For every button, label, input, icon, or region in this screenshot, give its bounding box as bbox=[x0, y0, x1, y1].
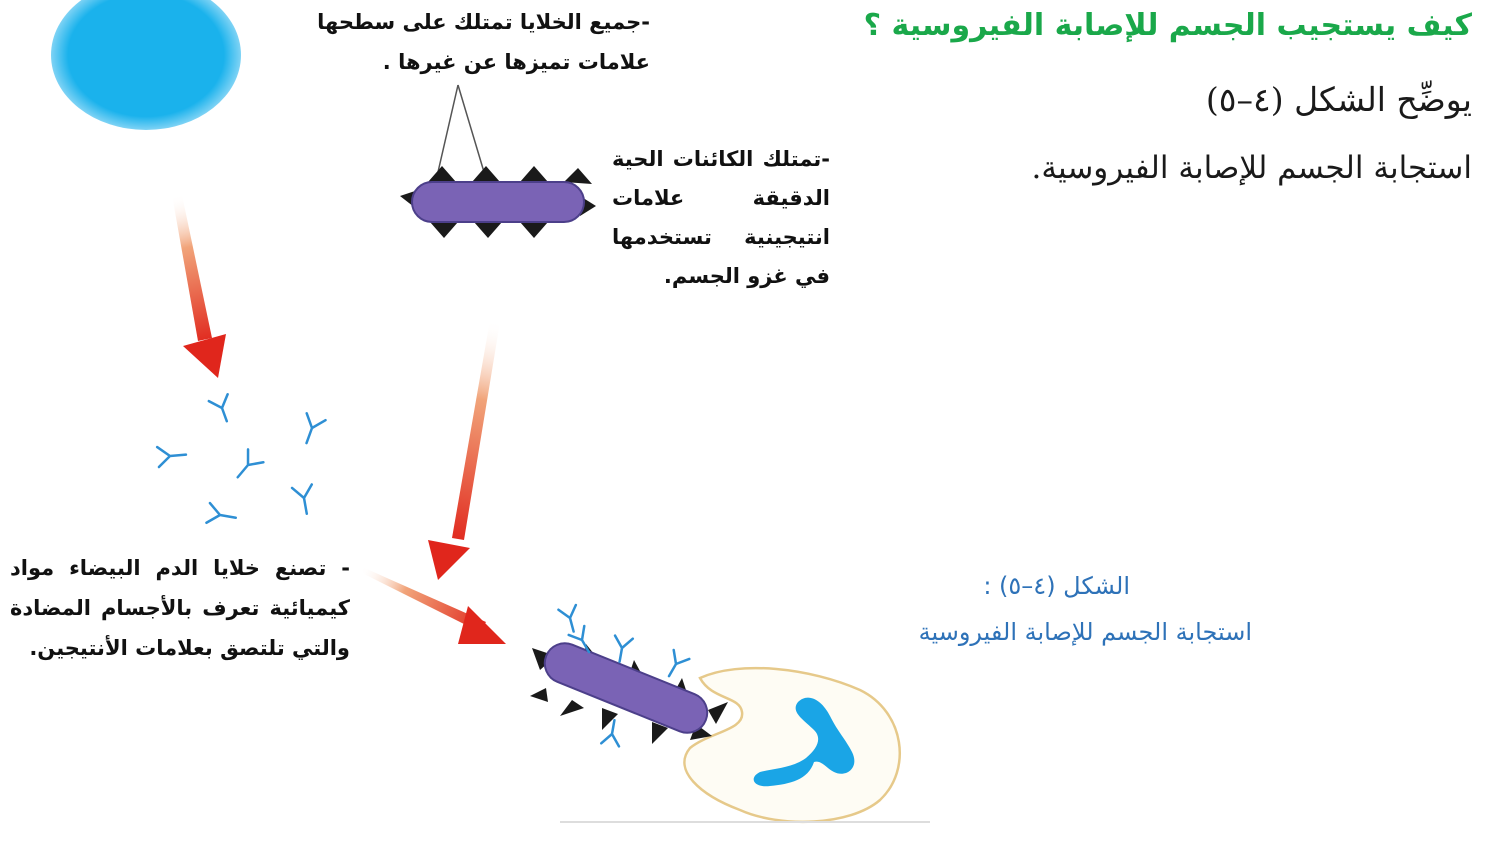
antigen-spike bbox=[472, 166, 500, 182]
antigen-spike bbox=[520, 222, 548, 238]
antigen-spike bbox=[430, 222, 458, 238]
antigen-spike bbox=[474, 222, 502, 238]
phagocyte bbox=[684, 668, 899, 822]
antibody bbox=[661, 650, 689, 681]
antigen-spike bbox=[560, 700, 584, 716]
label-all-cells-markers: -جميع الخلايا تمتلك على سطحها علامات تميزها عن غيرها . bbox=[317, 10, 650, 74]
pointer-lines bbox=[438, 85, 484, 172]
antibody bbox=[558, 605, 582, 634]
figure-caption-title: الشكل (٤–٥) : bbox=[983, 572, 1130, 600]
antigen-spike bbox=[530, 688, 548, 702]
antibody bbox=[297, 413, 325, 446]
arrow-microbe-to-bound bbox=[428, 320, 500, 580]
microbe-body bbox=[539, 637, 713, 739]
antigen-spike bbox=[520, 166, 548, 182]
antibody bbox=[292, 484, 317, 515]
intro-line-1: يوضِّح الشكل (٤–٥) bbox=[1205, 80, 1472, 119]
antibody bbox=[209, 394, 236, 424]
phagocyte-membrane bbox=[684, 668, 899, 822]
body-cell bbox=[51, 0, 241, 130]
heading: كيف يستجيب الجسم للإصابة الفيروسية ؟ bbox=[863, 8, 1472, 43]
intro-line-2: استجابة الجسم للإصابة الفيروسية. bbox=[1031, 150, 1472, 186]
antigen-spike bbox=[428, 166, 456, 182]
figure-caption-text: استجابة الجسم للإصابة الفيروسية bbox=[918, 618, 1252, 646]
antigen-spike bbox=[708, 702, 728, 724]
antibody bbox=[611, 636, 633, 664]
antibody bbox=[230, 449, 263, 483]
antibody bbox=[157, 445, 187, 467]
label-microbe-antigens: -تمتلك الكائنات الحية الدقيقة علامات انتيجينية تستخدمها في غزو الجسم. bbox=[612, 147, 830, 288]
label-white-blood-cells-antibodies: - تصنع خلايا الدم البيضاء مواد كيميائية تعرف بالأجسام المضادة والتي تلتصق بعلامات الأنتيجين. bbox=[10, 556, 350, 660]
microbe-with-antigens bbox=[400, 166, 596, 238]
antibody bbox=[206, 503, 237, 528]
microbe-body bbox=[412, 182, 584, 222]
antibodies-group bbox=[157, 394, 325, 527]
antigen-spike bbox=[602, 708, 618, 730]
arrow-antibodies-to-bound bbox=[360, 566, 506, 644]
arrow-cell-to-antibodies bbox=[172, 195, 226, 378]
bound-microbe bbox=[530, 605, 728, 746]
